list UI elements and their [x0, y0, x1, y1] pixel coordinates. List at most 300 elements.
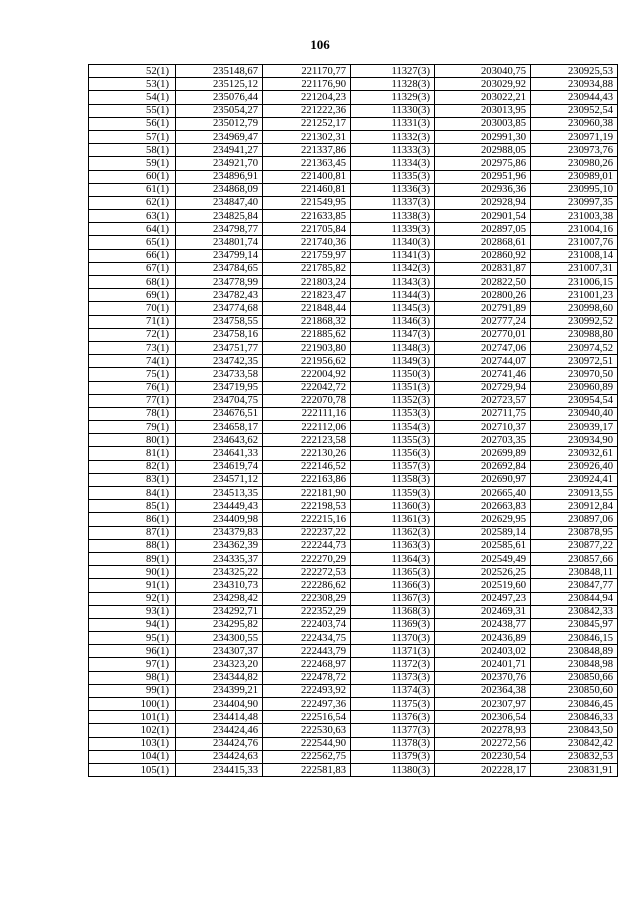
table-cell: 234719,95: [176, 381, 263, 394]
table-row: [89, 236, 618, 249]
table-cell: 11333(3): [351, 144, 435, 157]
table-cell: 62(1): [89, 196, 176, 209]
table-cell: 61(1): [89, 183, 176, 196]
table-cell: 221222,36: [263, 104, 351, 117]
table-cell: 234449,43: [176, 500, 263, 513]
table-cell: 230954,54: [531, 394, 618, 407]
table-cell: 202278,93: [435, 724, 531, 737]
table-row: [89, 289, 618, 302]
table-cell: 222286,62: [263, 579, 351, 592]
table-cell: 203003,85: [435, 117, 531, 130]
table-cell: 222198,53: [263, 500, 351, 513]
table-row: [89, 104, 618, 117]
table-cell: 11335(3): [351, 170, 435, 183]
table-cell: 234292,71: [176, 605, 263, 618]
page-number: 106: [310, 37, 330, 52]
table-cell: 235148,67: [176, 65, 263, 78]
table-cell: 202401,71: [435, 658, 531, 671]
table-cell: 202975,86: [435, 157, 531, 170]
table-cell: 11352(3): [351, 394, 435, 407]
table-cell: 59(1): [89, 157, 176, 170]
table-row: [89, 196, 618, 209]
table-cell: 64(1): [89, 223, 176, 236]
table-cell: 11336(3): [351, 183, 435, 196]
table-cell: 11329(3): [351, 91, 435, 104]
table-cell: 230997,35: [531, 196, 618, 209]
table-cell: 103(1): [89, 737, 176, 750]
table-cell: 234896,91: [176, 170, 263, 183]
table-row: [89, 144, 618, 157]
table-cell: 11356(3): [351, 447, 435, 460]
table-row: [89, 566, 618, 579]
table-cell: 93(1): [89, 605, 176, 618]
table-cell: 78(1): [89, 407, 176, 420]
table-cell: 11331(3): [351, 117, 435, 130]
table-cell: 230831,91: [531, 763, 618, 776]
table-cell: 11379(3): [351, 750, 435, 763]
table-row: [89, 513, 618, 526]
table-cell: 221252,17: [263, 117, 351, 130]
table-cell: 234774,68: [176, 302, 263, 315]
table-cell: 230846,45: [531, 698, 618, 711]
table-cell: 234323,20: [176, 658, 263, 671]
table-cell: 230973,76: [531, 144, 618, 157]
table-cell: 231006,15: [531, 276, 618, 289]
table-cell: 11368(3): [351, 605, 435, 618]
table-row: [89, 130, 618, 143]
table-cell: 202723,57: [435, 394, 531, 407]
table-cell: 89(1): [89, 552, 176, 565]
table-cell: 11344(3): [351, 289, 435, 302]
table-cell: 222123,58: [263, 434, 351, 447]
table-cell: 11360(3): [351, 500, 435, 513]
table-cell: 234941,27: [176, 144, 263, 157]
table-cell: 11364(3): [351, 552, 435, 565]
table-cell: 221868,32: [263, 315, 351, 328]
table-cell: 11376(3): [351, 711, 435, 724]
table-cell: 230989,01: [531, 170, 618, 183]
table-row: [89, 78, 618, 91]
table-cell: 202791,89: [435, 302, 531, 315]
table-cell: 87(1): [89, 526, 176, 539]
table-cell: 221363,45: [263, 157, 351, 170]
table-cell: 234415,33: [176, 763, 263, 776]
table-cell: 222530,63: [263, 724, 351, 737]
table-cell: 230847,77: [531, 579, 618, 592]
table-cell: 221170,77: [263, 65, 351, 78]
table-row: [89, 341, 618, 354]
table-cell: 202711,75: [435, 407, 531, 420]
table-cell: 230845,97: [531, 618, 618, 631]
table-cell: 11350(3): [351, 368, 435, 381]
table-cell: 230846,33: [531, 711, 618, 724]
table-cell: 222403,74: [263, 618, 351, 631]
table-cell: 230939,17: [531, 421, 618, 434]
table-cell: 222434,75: [263, 632, 351, 645]
table-cell: 234921,70: [176, 157, 263, 170]
table-cell: 230944,43: [531, 91, 618, 104]
table-cell: 202747,06: [435, 341, 531, 354]
table-cell: 234300,55: [176, 632, 263, 645]
table-cell: 11327(3): [351, 65, 435, 78]
table-row: [89, 170, 618, 183]
table-cell: 222497,36: [263, 698, 351, 711]
table-cell: 222468,97: [263, 658, 351, 671]
table-cell: 202831,87: [435, 262, 531, 275]
table-cell: 230971,19: [531, 130, 618, 143]
table-row: [89, 539, 618, 552]
table-cell: 11363(3): [351, 539, 435, 552]
table-cell: 202589,14: [435, 526, 531, 539]
table-cell: 11340(3): [351, 236, 435, 249]
table-cell: 221337,86: [263, 144, 351, 157]
table-cell: 230846,15: [531, 632, 618, 645]
table-cell: 230897,06: [531, 513, 618, 526]
table-row: [89, 407, 618, 420]
coordinates-table-body: [89, 65, 618, 777]
table-cell: 202364,38: [435, 684, 531, 697]
table-cell: 234424,46: [176, 724, 263, 737]
table-cell: 222146,52: [263, 460, 351, 473]
table-cell: 11347(3): [351, 328, 435, 341]
table-cell: 221848,44: [263, 302, 351, 315]
table-cell: 202928,94: [435, 196, 531, 209]
table-cell: 11366(3): [351, 579, 435, 592]
table-cell: 11371(3): [351, 645, 435, 658]
table-cell: 231001,23: [531, 289, 618, 302]
table-cell: 57(1): [89, 130, 176, 143]
table-cell: 234676,51: [176, 407, 263, 420]
table-cell: 54(1): [89, 91, 176, 104]
table-cell: 11370(3): [351, 632, 435, 645]
table-cell: 202629,95: [435, 513, 531, 526]
table-row: [89, 737, 618, 750]
table-row: [89, 724, 618, 737]
table-cell: 202770,01: [435, 328, 531, 341]
table-cell: 221204,23: [263, 91, 351, 104]
table-cell: 79(1): [89, 421, 176, 434]
table-cell: 234969,47: [176, 130, 263, 143]
table-row: [89, 183, 618, 196]
table-row: [89, 421, 618, 434]
table-row: [89, 302, 618, 315]
table-cell: 230913,55: [531, 487, 618, 500]
table-cell: 221956,62: [263, 355, 351, 368]
table-cell: 235012,79: [176, 117, 263, 130]
table-cell: 222130,26: [263, 447, 351, 460]
table-cell: 203029,92: [435, 78, 531, 91]
table-cell: 11361(3): [351, 513, 435, 526]
table-cell: 234424,76: [176, 737, 263, 750]
table-cell: 202988,05: [435, 144, 531, 157]
table-cell: 11348(3): [351, 341, 435, 354]
table-cell: 230972,51: [531, 355, 618, 368]
table-cell: 75(1): [89, 368, 176, 381]
table-cell: 202991,30: [435, 130, 531, 143]
table-row: [89, 210, 618, 223]
table-cell: 11338(3): [351, 210, 435, 223]
table-cell: 76(1): [89, 381, 176, 394]
table-cell: 234758,55: [176, 315, 263, 328]
table-cell: 11353(3): [351, 407, 435, 420]
table-cell: 222112,06: [263, 421, 351, 434]
table-cell: 97(1): [89, 658, 176, 671]
table-row: [89, 605, 618, 618]
table-cell: 222544,90: [263, 737, 351, 750]
table-cell: 11349(3): [351, 355, 435, 368]
table-cell: 202228,17: [435, 763, 531, 776]
table-cell: 221823,47: [263, 289, 351, 302]
table-cell: 98(1): [89, 671, 176, 684]
table-cell: 11380(3): [351, 763, 435, 776]
table-cell: 95(1): [89, 632, 176, 645]
table-cell: 230995,10: [531, 183, 618, 196]
table-cell: 230842,42: [531, 737, 618, 750]
table-cell: 202663,83: [435, 500, 531, 513]
table-cell: 83(1): [89, 473, 176, 486]
table-cell: 231007,76: [531, 236, 618, 249]
table-cell: 234784,65: [176, 262, 263, 275]
table-cell: 234798,77: [176, 223, 263, 236]
table-cell: 202690,97: [435, 473, 531, 486]
table-cell: 234307,37: [176, 645, 263, 658]
table-cell: 202868,61: [435, 236, 531, 249]
table-cell: 74(1): [89, 355, 176, 368]
table-cell: 230992,52: [531, 315, 618, 328]
table-cell: 99(1): [89, 684, 176, 697]
table-cell: 231007,31: [531, 262, 618, 275]
table-cell: 96(1): [89, 645, 176, 658]
table-row: [89, 552, 618, 565]
table-cell: 11373(3): [351, 671, 435, 684]
table-row: [89, 65, 618, 78]
table-cell: 202370,76: [435, 671, 531, 684]
table-row: [89, 276, 618, 289]
table-cell: 231008,14: [531, 249, 618, 262]
table-cell: 202469,31: [435, 605, 531, 618]
table-row: [89, 526, 618, 539]
table-cell: 222111,16: [263, 407, 351, 420]
table-cell: 234404,90: [176, 698, 263, 711]
table-cell: 11346(3): [351, 315, 435, 328]
table-cell: 11367(3): [351, 592, 435, 605]
table-row: [89, 763, 618, 776]
table-cell: 90(1): [89, 566, 176, 579]
table-cell: 234658,17: [176, 421, 263, 434]
table-row: [89, 328, 618, 341]
table-cell: 63(1): [89, 210, 176, 223]
table-cell: 77(1): [89, 394, 176, 407]
table-cell: 202436,89: [435, 632, 531, 645]
table-cell: 202729,94: [435, 381, 531, 394]
table-cell: 11334(3): [351, 157, 435, 170]
table-row: [89, 579, 618, 592]
table-row: [89, 645, 618, 658]
table-cell: 234513,35: [176, 487, 263, 500]
table-row: [89, 632, 618, 645]
table-cell: 11359(3): [351, 487, 435, 500]
table-cell: 230848,98: [531, 658, 618, 671]
table-cell: 71(1): [89, 315, 176, 328]
table-cell: 202272,56: [435, 737, 531, 750]
table-cell: 221759,97: [263, 249, 351, 262]
table-cell: 203013,95: [435, 104, 531, 117]
table-cell: 202744,07: [435, 355, 531, 368]
table-row: [89, 658, 618, 671]
table-cell: 11337(3): [351, 196, 435, 209]
table-cell: 230998,60: [531, 302, 618, 315]
table-cell: 234399,21: [176, 684, 263, 697]
table-cell: 11351(3): [351, 381, 435, 394]
table-cell: 222562,75: [263, 750, 351, 763]
table-row: [89, 91, 618, 104]
table-cell: 234782,43: [176, 289, 263, 302]
table-cell: 67(1): [89, 262, 176, 275]
table-cell: 230843,50: [531, 724, 618, 737]
table-cell: 11375(3): [351, 698, 435, 711]
table-row: [89, 262, 618, 275]
table-cell: 234310,73: [176, 579, 263, 592]
table-cell: 82(1): [89, 460, 176, 473]
table-cell: 230974,52: [531, 341, 618, 354]
table-row: [89, 223, 618, 236]
table-cell: 55(1): [89, 104, 176, 117]
table-cell: 234847,40: [176, 196, 263, 209]
table-cell: 234868,09: [176, 183, 263, 196]
table-cell: 91(1): [89, 579, 176, 592]
table-row: [89, 487, 618, 500]
table-cell: 234295,82: [176, 618, 263, 631]
table-cell: 202585,61: [435, 539, 531, 552]
table-cell: 234379,83: [176, 526, 263, 539]
table-cell: 230844,94: [531, 592, 618, 605]
table-cell: 202703,35: [435, 434, 531, 447]
table-cell: 222272,53: [263, 566, 351, 579]
table-cell: 58(1): [89, 144, 176, 157]
table-cell: 11343(3): [351, 276, 435, 289]
table-cell: 222181,90: [263, 487, 351, 500]
table-cell: 221705,84: [263, 223, 351, 236]
table-cell: 73(1): [89, 341, 176, 354]
table-cell: 60(1): [89, 170, 176, 183]
table-cell: 92(1): [89, 592, 176, 605]
table-cell: 234362,39: [176, 539, 263, 552]
table-cell: 68(1): [89, 276, 176, 289]
table-cell: 11332(3): [351, 130, 435, 143]
table-cell: 230970,50: [531, 368, 618, 381]
table-cell: 72(1): [89, 328, 176, 341]
coordinates-table: [88, 64, 618, 777]
table-cell: 234641,33: [176, 447, 263, 460]
table-cell: 222308,29: [263, 592, 351, 605]
table-cell: 235076,44: [176, 91, 263, 104]
table-row: [89, 698, 618, 711]
table-cell: 221460,81: [263, 183, 351, 196]
table-cell: 202665,40: [435, 487, 531, 500]
table-cell: 234704,75: [176, 394, 263, 407]
table-cell: 234751,77: [176, 341, 263, 354]
table-cell: 11372(3): [351, 658, 435, 671]
table-cell: 222215,16: [263, 513, 351, 526]
table-cell: 234424,63: [176, 750, 263, 763]
table-cell: 202936,36: [435, 183, 531, 196]
table-cell: 11328(3): [351, 78, 435, 91]
table-cell: 230857,66: [531, 552, 618, 565]
table-cell: 202951,96: [435, 170, 531, 183]
table-cell: 230952,54: [531, 104, 618, 117]
table-cell: 202306,54: [435, 711, 531, 724]
table-row: [89, 592, 618, 605]
table-cell: 221803,24: [263, 276, 351, 289]
table-cell: 11377(3): [351, 724, 435, 737]
table-cell: 222443,79: [263, 645, 351, 658]
table-cell: 230924,41: [531, 473, 618, 486]
table-cell: 234409,98: [176, 513, 263, 526]
table-cell: 231004,16: [531, 223, 618, 236]
table-cell: 202519,60: [435, 579, 531, 592]
table-cell: 94(1): [89, 618, 176, 631]
table-cell: 222352,29: [263, 605, 351, 618]
table-cell: 100(1): [89, 698, 176, 711]
table-cell: 221400,81: [263, 170, 351, 183]
table-cell: 202230,54: [435, 750, 531, 763]
table-cell: 203022,21: [435, 91, 531, 104]
table-cell: 81(1): [89, 447, 176, 460]
table-cell: 222244,73: [263, 539, 351, 552]
table-cell: 221302,31: [263, 130, 351, 143]
table-cell: 53(1): [89, 78, 176, 91]
table-cell: 102(1): [89, 724, 176, 737]
table-cell: 202741,46: [435, 368, 531, 381]
table-cell: 234325,22: [176, 566, 263, 579]
table-row: [89, 671, 618, 684]
table-cell: 11354(3): [351, 421, 435, 434]
table-cell: 221549,95: [263, 196, 351, 209]
table-cell: 231003,38: [531, 210, 618, 223]
table-cell: 234643,62: [176, 434, 263, 447]
table-cell: 234414,48: [176, 711, 263, 724]
table-cell: 80(1): [89, 434, 176, 447]
table-cell: 202800,26: [435, 289, 531, 302]
table-row: [89, 117, 618, 130]
table-cell: 101(1): [89, 711, 176, 724]
table-row: [89, 473, 618, 486]
table-cell: 234733,58: [176, 368, 263, 381]
table-cell: 222004,92: [263, 368, 351, 381]
table-row: [89, 618, 618, 631]
table-row: [89, 684, 618, 697]
table-cell: 52(1): [89, 65, 176, 78]
table-cell: 202692,84: [435, 460, 531, 473]
table-cell: 230932,61: [531, 447, 618, 460]
table-cell: 222581,83: [263, 763, 351, 776]
table-cell: 221176,90: [263, 78, 351, 91]
table-cell: 230926,40: [531, 460, 618, 473]
table-cell: 234758,16: [176, 328, 263, 341]
table-cell: 235125,12: [176, 78, 263, 91]
table-row: [89, 157, 618, 170]
table-cell: 11378(3): [351, 737, 435, 750]
table-row: [89, 750, 618, 763]
table-cell: 202901,54: [435, 210, 531, 223]
table-cell: 65(1): [89, 236, 176, 249]
table-cell: 222163,86: [263, 473, 351, 486]
table-cell: 230848,89: [531, 645, 618, 658]
table-cell: 11355(3): [351, 434, 435, 447]
table-cell: 222478,72: [263, 671, 351, 684]
table-cell: 11341(3): [351, 249, 435, 262]
table-cell: 11358(3): [351, 473, 435, 486]
